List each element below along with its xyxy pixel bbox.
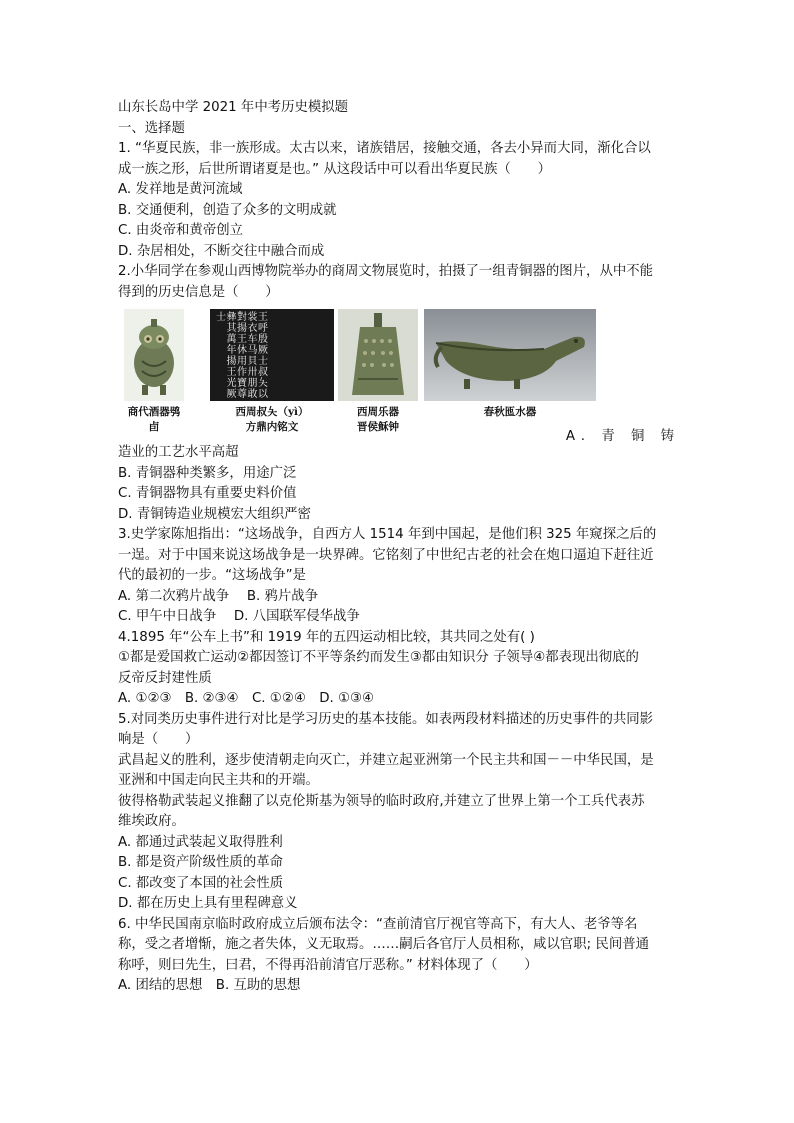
- q5-material-line: 维埃政府。: [118, 814, 185, 829]
- figure-bell: [338, 309, 418, 435]
- owl-vessel-image: [124, 309, 184, 401]
- q2-option-a-continued: 造业的工艺水平高超: [118, 445, 239, 460]
- inscription-text: 王呼殷厥士叔夨以裳衣车马貝卅朋敢對揚王休用作寶尊彝其萬年揚王光厥士: [213, 311, 267, 399]
- caption-bell-2: 晋侯稣钟: [357, 421, 399, 433]
- q5-material-line: 武昌起义的胜利，逐步使清朝走向灭亡，并建立起亚洲第一个民主共和国－－中华民国，是: [118, 752, 654, 768]
- q2-stem-line: 2.小华同学在参观山西博物院举办的商周文物展览时，拍摄了一组青铜器的图片，从中不能: [118, 264, 654, 279]
- question-2: [118, 262, 678, 525]
- caption-owl-vessel: 商代酒器鸮卣: [127, 406, 181, 433]
- q5-option-b: B. 都是资产阶级性质的革命: [118, 855, 283, 870]
- q4-stem-line: 4.1895 年“公车上书”和 1919 年的五四运动相比较，其共同之处有( ): [118, 629, 535, 645]
- caption-inscription-1: 西周叔夨（yì）: [235, 406, 309, 418]
- q5-option-a: A. 都通过武装起义取得胜利: [118, 834, 283, 850]
- q1-option-b: B. 交通便利，创造了众多的文明成就: [118, 202, 337, 218]
- exam-title: 山东长岛中学 2021 年中考历史模拟题: [118, 100, 349, 115]
- q1-stem-line: 1. “华夏民族，非一族形成。太古以来，诸族错居，接触交通，各去小异而大同，渐化合以: [118, 141, 651, 156]
- exam-page: [118, 98, 678, 997]
- figure-owl-vessel: [124, 309, 184, 435]
- q1-stem-line: 成一族之形，后世所谓诸夏是也。” 从这段话中可以看出华夏民族（ ）: [118, 161, 551, 177]
- q4-options: A. ①②③ B. ②③④ C. ①②④ D. ①③④: [118, 691, 375, 706]
- q5-option-c: C. 都改变了本国的社会性质: [118, 875, 284, 891]
- q6-stem-line: 6. 中华民国南京临时政府成立后颁布法令：“查前清官厅视官等高下，有大人、老爷等名: [118, 916, 638, 932]
- caption-water-vessel: 春秋匜水器: [483, 406, 537, 418]
- q1-option-d: D. 杂居相处，不断交往中融合而成: [118, 243, 325, 259]
- q5-stem-line: 5.对同类历史事件进行对比是学习历史的基本技能。如表两段材料描述的历史事件的共同影: [118, 711, 654, 727]
- question-6: [118, 915, 678, 997]
- q2-option-a: A. 青 铜 铸: [565, 429, 680, 444]
- caption-inscription-2: 方鼎内铭文: [245, 421, 299, 433]
- q3-stem-line: 代的最初的一步。“这场战争”是: [118, 568, 306, 583]
- q5-option-d: D. 都在历史上具有里程碑意义: [118, 896, 298, 911]
- section-heading: 一、选择题: [118, 120, 185, 136]
- q3-stem-line: 一逞。对于中国来说这场战争是一块界碑。它铭刻了中世纪古老的社会在炮口逼迫下赶往近: [118, 547, 654, 563]
- question-5: [118, 710, 678, 915]
- question-4: [118, 628, 678, 710]
- inscription-rubbing-image: [210, 309, 334, 401]
- q3-options-cd: C. 甲午中日战争 D. 八国联军侵华战争: [118, 609, 360, 624]
- q3-options-ab: A. 第二次鸦片战争 B. 鸦片战争: [118, 588, 319, 604]
- figure-water-vessel: [424, 309, 596, 420]
- q6-options-ab: A. 团结的思想 B. 互助的思想: [118, 978, 301, 993]
- q2-option-d: D. 青铜铸造业规模宏大组织严密: [118, 506, 311, 522]
- q5-material-line: 彼得格勒武装起义推翻了以克伦斯基为领导的临时政府,并建立了世界上第一个工兵代表苏: [118, 793, 645, 809]
- q4-stem-line: ①都是爱国救亡运动②都因签订不平等条约而发生③都由知识分 子领导④都表现出彻底的: [118, 650, 639, 665]
- bell-image: [338, 309, 418, 401]
- q1-option-a: A. 发祥地是黄河流域: [118, 182, 243, 197]
- bronze-figures: [118, 309, 678, 443]
- q2-stem-line: 得到的历史信息是（ ）: [118, 284, 279, 300]
- q6-stem-line: 称，受之者增惭，施之者失体，义无取焉。……嗣后各官厅人员相称，咸以官职; 民间普通: [118, 937, 649, 952]
- q4-stem-line: 反帝反封建性质: [118, 670, 212, 686]
- q5-stem-line: 响是（ ）: [118, 732, 199, 747]
- q3-stem-line: 3.史学家陈旭指出：“这场战争，自西方人 1514 年到中国起，是他们积 325 年窥探之后的: [118, 527, 657, 542]
- q1-option-c: C. 由炎帝和黄帝创立: [118, 223, 243, 238]
- water-vessel-image: [424, 309, 596, 401]
- caption-bell-1: 西周乐器: [357, 406, 399, 418]
- q2-option-c: C. 青铜器物具有重要史料价值: [118, 486, 297, 501]
- figure-inscription: [210, 309, 334, 435]
- question-3: [118, 525, 678, 628]
- q6-stem-line: 称呼，则曰先生，曰君，不得再沿前清官厅恶称。” 材料体现了（ ）: [118, 957, 538, 973]
- q2-option-b: B. 青铜器种类繁多，用途广泛: [118, 465, 297, 481]
- question-1: [118, 139, 678, 262]
- q5-material-line: 亚洲和中国走向民主共和的开端。: [118, 773, 319, 788]
